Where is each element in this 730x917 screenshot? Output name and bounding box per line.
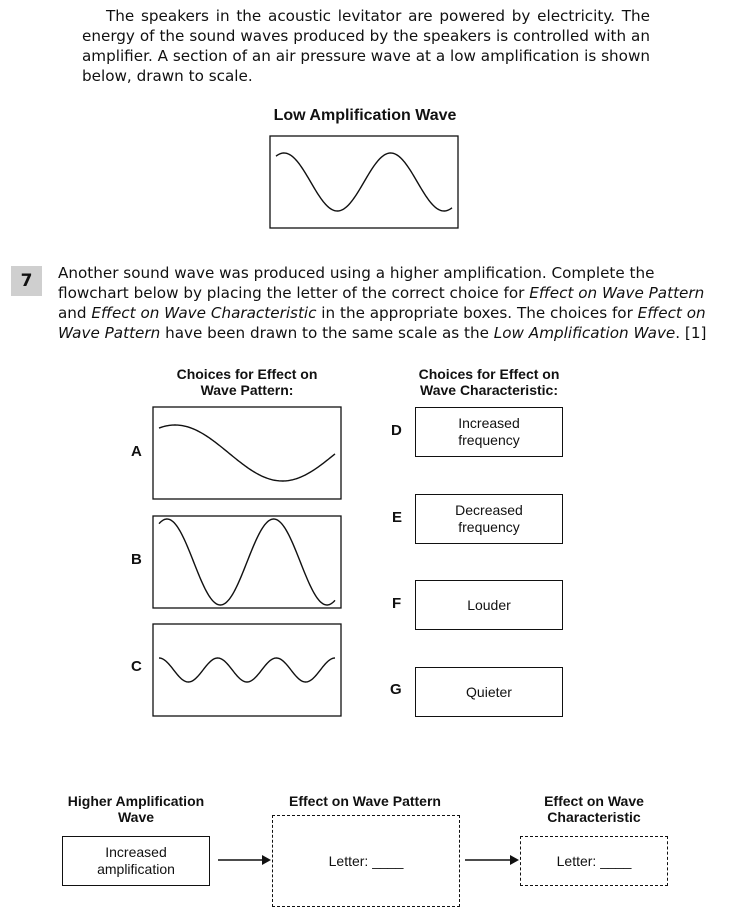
characteristic-choices-heading: Choices for Effect on Wave Characteristic: bbox=[418, 366, 560, 398]
question-number: 7 bbox=[11, 266, 42, 296]
wave-characteristic-answer-box[interactable] bbox=[520, 836, 668, 886]
question-text: Another sound wave was produced using a higher amplification. Complete the flowchart below by placing the letter of the correct choice for Effect on Wave Pattern and Effect on Wave Characteristic in the appropriate boxes. The choices for Effect on Wave Pattern have been drawn to the same scale as the Low Amplification Wave. [1] bbox=[58, 264, 707, 342]
choice-b-wave bbox=[159, 519, 335, 605]
choice-g-box: Quieter bbox=[415, 667, 563, 717]
flowchart-col2-heading: Effect on Wave Pattern bbox=[289, 793, 441, 809]
arrow-1-head bbox=[262, 855, 271, 865]
flowchart-col1-heading: Higher Amplification Wave bbox=[67, 793, 205, 825]
low-wave-curve bbox=[276, 153, 452, 211]
choice-a-letter: A bbox=[131, 443, 142, 460]
choice-e-box: Decreased frequency bbox=[415, 494, 563, 544]
choice-d-letter: D bbox=[391, 422, 402, 439]
flowchart-increased-amplification-box: Increased amplification bbox=[62, 836, 210, 886]
choice-c-wave bbox=[159, 658, 335, 682]
choice-f-letter: F bbox=[392, 595, 402, 612]
choice-f-box: Louder bbox=[415, 580, 563, 630]
choice-a-wave bbox=[159, 425, 335, 481]
flowchart-col3-heading: Effect on Wave Characteristic bbox=[544, 793, 644, 825]
choice-b-letter: B bbox=[131, 551, 142, 568]
choice-a-frame bbox=[153, 407, 341, 499]
wave-pattern-answer-box[interactable] bbox=[272, 815, 460, 907]
low-wave-title: Low Amplification Wave bbox=[273, 107, 457, 124]
wave-characteristic-letter-field: Letter: ____ bbox=[556, 853, 632, 869]
intro-paragraph: The speakers in the acoustic levitator are powered by electricity. The energy of the sound waves produced by the speakers is controlled with an amplifier. A section of an air pressure wave at a low amplification is shown below, drawn to scale. bbox=[82, 7, 650, 85]
choice-c-frame bbox=[153, 624, 341, 716]
choice-d-box: Increased frequency bbox=[415, 407, 563, 457]
choice-g-letter: G bbox=[390, 681, 402, 698]
arrow-2-head bbox=[510, 855, 519, 865]
wave-pattern-letter-field: Letter: ____ bbox=[328, 853, 404, 869]
pattern-choices-heading: Choices for Effect on Wave Pattern: bbox=[176, 366, 318, 398]
choice-e-letter: E bbox=[392, 509, 403, 526]
choice-c-letter: C bbox=[131, 658, 142, 675]
